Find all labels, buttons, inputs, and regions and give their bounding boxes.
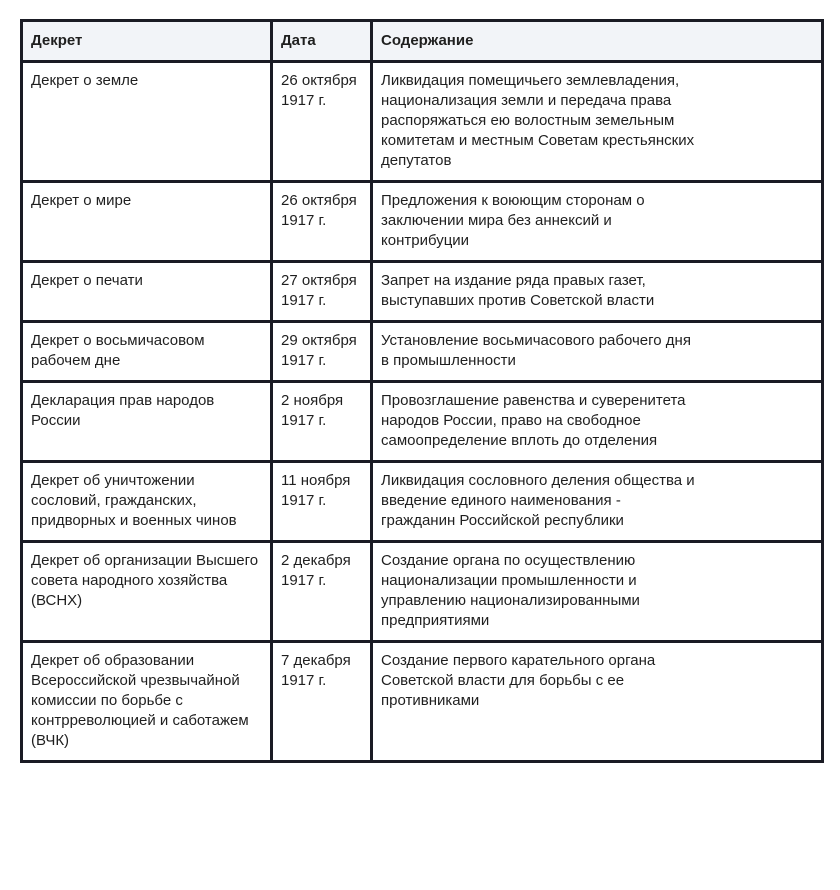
decree-cell: Декрет об образовании Всероссийской чрезвычайной комиссии по борьбе с контрреволюцией и саботажем (ВЧК) bbox=[22, 642, 272, 762]
date-cell: 27 октября 1917 г. bbox=[272, 262, 372, 322]
date-cell: 11 ноября 1917 г. bbox=[272, 462, 372, 542]
decree-cell: Декрет о земле bbox=[22, 62, 272, 182]
column-header-date: Дата bbox=[272, 21, 372, 62]
table-row bbox=[22, 182, 823, 262]
content-cell: Провозглашение равенства и суверенитета народов России, право на свободное самоопределение вплоть до отделения bbox=[372, 382, 823, 462]
date-cell: 26 октября 1917 г. bbox=[272, 62, 372, 182]
decree-cell: Декрет о печати bbox=[22, 262, 272, 322]
decree-cell: Декрет об уничтожении сословий, гражданских, придворных и военных чинов bbox=[22, 462, 272, 542]
decree-cell: Декларация прав народов России bbox=[22, 382, 272, 462]
date-cell: 7 декабря 1917 г. bbox=[272, 642, 372, 762]
content-cell: Ликвидация сословного деления общества и введение единого наименования - гражданин Российской республики bbox=[372, 462, 823, 542]
decrees-table bbox=[20, 19, 824, 763]
date-cell: 2 ноября 1917 г. bbox=[272, 382, 372, 462]
content-cell: Создание органа по осуществлению национализации промышленности и управлению национализированными предприятиями bbox=[372, 542, 823, 642]
date-cell: 26 октября 1917 г. bbox=[272, 182, 372, 262]
content-cell: Установление восьмичасового рабочего дня в промышленности bbox=[372, 322, 823, 382]
table-row bbox=[22, 462, 823, 542]
table-row bbox=[22, 262, 823, 322]
decree-cell: Декрет о восьмичасовом рабочем дне bbox=[22, 322, 272, 382]
table-row bbox=[22, 542, 823, 642]
decree-cell: Декрет о мире bbox=[22, 182, 272, 262]
content-cell: Запрет на издание ряда правых газет, выступавших против Советской власти bbox=[372, 262, 823, 322]
table-row bbox=[22, 322, 823, 382]
table-header bbox=[22, 21, 823, 62]
column-header-decree: Декрет bbox=[22, 21, 272, 62]
table-body bbox=[22, 62, 823, 762]
table-row bbox=[22, 62, 823, 182]
content-cell: Предложения к воюющим сторонам о заключении мира без аннексий и контрибуции bbox=[372, 182, 823, 262]
date-cell: 2 декабря 1917 г. bbox=[272, 542, 372, 642]
table-row bbox=[22, 382, 823, 462]
content-cell: Создание первого карательного органа Советской власти для борьбы с ее противниками bbox=[372, 642, 823, 762]
header-row bbox=[22, 21, 823, 62]
decree-cell: Декрет об организации Высшего совета народного хозяйства (ВСНХ) bbox=[22, 542, 272, 642]
date-cell: 29 октября 1917 г. bbox=[272, 322, 372, 382]
column-header-content: Содержание bbox=[372, 21, 823, 62]
content-cell: Ликвидация помещичьего землевладения, национализация земли и передача права распоряжаться ею волостным земельным комитетам и местным Советам крестьянских депутатов bbox=[372, 62, 823, 182]
table-row bbox=[22, 642, 823, 762]
